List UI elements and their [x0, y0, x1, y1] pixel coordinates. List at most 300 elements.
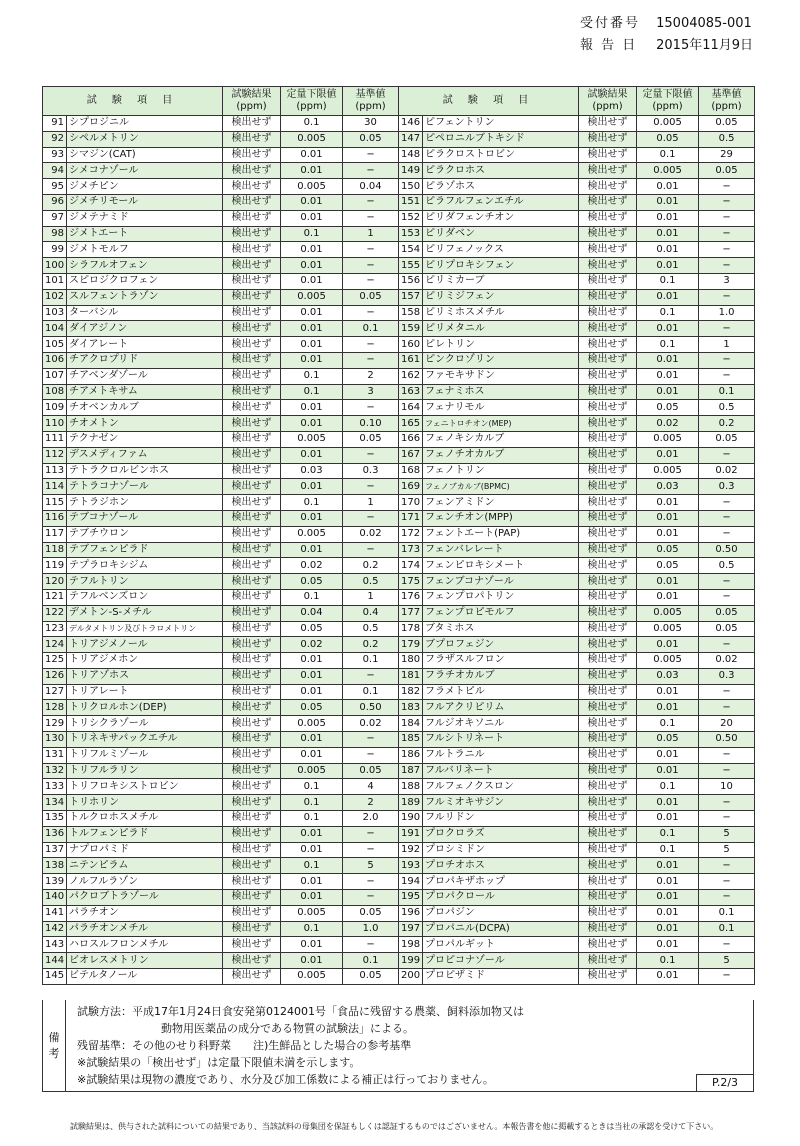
cell-left-std: −	[343, 826, 399, 842]
cell-right-std: 0.3	[699, 479, 755, 495]
cell-right-std: 5	[699, 842, 755, 858]
cell-left-std: −	[343, 258, 399, 274]
cell-left-num: 129	[43, 716, 67, 732]
table-row	[43, 605, 755, 621]
cell-left-std: 2	[343, 368, 399, 384]
cell-left-num: 119	[43, 558, 67, 574]
cell-right-std: 0.02	[699, 653, 755, 669]
table-row	[43, 826, 755, 842]
receipt-number-value: 15004085-001	[656, 16, 752, 31]
cell-right-loq: 0.01	[637, 969, 699, 985]
cell-left-std: 0.04	[343, 179, 399, 195]
cell-left-std: −	[343, 668, 399, 684]
cell-left-loq: 0.005	[281, 969, 343, 985]
cell-left-result: 検出せず	[223, 273, 281, 289]
cell-left-std: 0.5	[343, 621, 399, 637]
cell-left-num: 122	[43, 605, 67, 621]
cell-right-num: 173	[399, 542, 423, 558]
table-row	[43, 937, 755, 953]
cell-right-std: −	[699, 495, 755, 511]
cell-right-name: フェンバレレート	[423, 542, 579, 558]
cell-right-result: 検出せず	[579, 289, 637, 305]
cell-right-name: フルジオキソニル	[423, 716, 579, 732]
cell-right-std: −	[699, 574, 755, 590]
cell-left-num: 100	[43, 258, 67, 274]
table-row	[43, 400, 755, 416]
cell-left-result: 検出せず	[223, 747, 281, 763]
cell-left-result: 検出せず	[223, 953, 281, 969]
cell-right-std: 0.1	[699, 384, 755, 400]
cell-left-name: スピロジクロフェン	[67, 273, 223, 289]
table-row	[43, 890, 755, 906]
cell-right-name: フルバリネート	[423, 763, 579, 779]
cell-left-loq: 0.01	[281, 890, 343, 906]
cell-left-num: 111	[43, 431, 67, 447]
cell-right-result: 検出せず	[579, 321, 637, 337]
cell-right-loq: 0.01	[637, 495, 699, 511]
cell-right-result: 検出せず	[579, 668, 637, 684]
table-row	[43, 684, 755, 700]
cell-left-loq: 0.01	[281, 874, 343, 890]
cell-left-loq: 0.01	[281, 510, 343, 526]
cell-left-result: 検出せず	[223, 874, 281, 890]
cell-right-loq: 0.01	[637, 700, 699, 716]
cell-right-result: 検出せず	[579, 574, 637, 590]
cell-right-name: フェンチオン(MPP)	[423, 510, 579, 526]
cell-left-name: シラフルオフェン	[67, 258, 223, 274]
cell-left-name: デメトン-S-メチル	[67, 605, 223, 621]
cell-left-num: 99	[43, 242, 67, 258]
cell-left-num: 120	[43, 574, 67, 590]
cell-left-num: 137	[43, 842, 67, 858]
cell-right-loq: 0.01	[637, 574, 699, 590]
cell-right-name: プロチオホス	[423, 858, 579, 874]
cell-left-loq: 0.01	[281, 732, 343, 748]
cell-left-std: 0.05	[343, 431, 399, 447]
cell-right-loq: 0.01	[637, 526, 699, 542]
cell-right-std: −	[699, 937, 755, 953]
cell-right-num: 198	[399, 937, 423, 953]
cell-right-name: フェナミホス	[423, 384, 579, 400]
table-row	[43, 874, 755, 890]
cell-left-name: デルタメトリン及びトラロメトリン	[67, 621, 223, 637]
cell-right-num: 156	[399, 273, 423, 289]
cell-right-result: 検出せず	[579, 653, 637, 669]
cell-left-name: スルフェントラゾン	[67, 289, 223, 305]
cell-left-loq: 0.01	[281, 416, 343, 432]
cell-right-result: 検出せず	[579, 811, 637, 827]
cell-right-name: ピラクロホス	[423, 163, 579, 179]
cell-left-result: 検出せず	[223, 763, 281, 779]
cell-left-loq: 0.05	[281, 700, 343, 716]
cell-right-num: 191	[399, 826, 423, 842]
cell-right-num: 151	[399, 194, 423, 210]
cell-right-std: −	[699, 858, 755, 874]
cell-right-std: 0.05	[699, 431, 755, 447]
cell-right-name: ピリミホスメチル	[423, 305, 579, 321]
cell-left-std: 0.05	[343, 131, 399, 147]
cell-left-num: 126	[43, 668, 67, 684]
cell-right-name: プロピザミド	[423, 969, 579, 985]
cell-right-result: 検出せず	[579, 431, 637, 447]
cell-right-result: 検出せず	[579, 826, 637, 842]
cell-right-num: 187	[399, 763, 423, 779]
cell-left-result: 検出せず	[223, 321, 281, 337]
table-row	[43, 953, 755, 969]
cell-left-name: テプラロキシジム	[67, 558, 223, 574]
cell-left-num: 143	[43, 937, 67, 953]
cell-right-num: 150	[399, 179, 423, 195]
cell-right-num: 153	[399, 226, 423, 242]
cell-right-loq: 0.1	[637, 716, 699, 732]
cell-left-name: テトラジホン	[67, 495, 223, 511]
cell-left-result: 検出せず	[223, 605, 281, 621]
table-row	[43, 416, 755, 432]
cell-left-std: −	[343, 732, 399, 748]
cell-right-std: 0.5	[699, 558, 755, 574]
cell-left-name: ノルフルラゾン	[67, 874, 223, 890]
remarks-body	[77, 1003, 747, 1088]
cell-right-result: 検出せず	[579, 605, 637, 621]
cell-right-std: −	[699, 763, 755, 779]
cell-left-name: トリクロルホン(DEP)	[67, 700, 223, 716]
cell-right-std: 0.05	[699, 605, 755, 621]
cell-right-loq: 0.01	[637, 589, 699, 605]
cell-left-num: 135	[43, 811, 67, 827]
cell-right-result: 検出せず	[579, 352, 637, 368]
cell-left-std: 4	[343, 779, 399, 795]
cell-right-name: フラメトピル	[423, 684, 579, 700]
cell-right-num: 186	[399, 747, 423, 763]
header-loq: 定量下限値 (ppm)	[281, 87, 343, 116]
cell-right-result: 検出せず	[579, 558, 637, 574]
cell-right-num: 146	[399, 116, 423, 132]
cell-right-result: 検出せず	[579, 273, 637, 289]
cell-right-num: 189	[399, 795, 423, 811]
cell-right-loq: 0.01	[637, 763, 699, 779]
cell-left-std: 0.2	[343, 558, 399, 574]
cell-left-std: 2	[343, 795, 399, 811]
cell-left-loq: 0.01	[281, 147, 343, 163]
cell-left-std: −	[343, 400, 399, 416]
cell-left-result: 検出せず	[223, 921, 281, 937]
cell-left-num: 144	[43, 953, 67, 969]
cell-left-num: 136	[43, 826, 67, 842]
cell-left-std: 0.4	[343, 605, 399, 621]
cell-right-result: 検出せず	[579, 179, 637, 195]
cell-left-name: トルフェンピラド	[67, 826, 223, 842]
cell-left-name: チアメトキサム	[67, 384, 223, 400]
cell-left-std: −	[343, 163, 399, 179]
cell-right-std: −	[699, 747, 755, 763]
cell-right-name: フェナリモル	[423, 400, 579, 416]
cell-right-std: −	[699, 700, 755, 716]
cell-right-num: 184	[399, 716, 423, 732]
cell-right-loq: 0.03	[637, 668, 699, 684]
cell-left-result: 検出せず	[223, 558, 281, 574]
cell-right-result: 検出せず	[579, 921, 637, 937]
cell-left-name: ジメテナミド	[67, 210, 223, 226]
cell-left-loq: 0.04	[281, 605, 343, 621]
cell-left-loq: 0.1	[281, 811, 343, 827]
cell-right-result: 検出せず	[579, 416, 637, 432]
cell-left-loq: 0.01	[281, 542, 343, 558]
table-row	[43, 732, 755, 748]
cell-right-loq: 0.1	[637, 779, 699, 795]
report-date	[580, 34, 753, 53]
cell-right-loq: 0.1	[637, 337, 699, 353]
cell-left-result: 検出せず	[223, 463, 281, 479]
table-row	[43, 700, 755, 716]
cell-right-result: 検出せず	[579, 842, 637, 858]
cell-right-result: 検出せず	[579, 495, 637, 511]
header-std: 基準値 (ppm)	[343, 87, 399, 116]
cell-right-std: 0.50	[699, 542, 755, 558]
cell-left-name: テクナゼン	[67, 431, 223, 447]
cell-left-name: ジメチリモール	[67, 194, 223, 210]
cell-left-result: 検出せず	[223, 179, 281, 195]
cell-right-loq: 0.01	[637, 811, 699, 827]
table-row	[43, 526, 755, 542]
cell-right-std: −	[699, 258, 755, 274]
cell-right-num: 197	[399, 921, 423, 937]
cell-left-name: テフルトリン	[67, 574, 223, 590]
receipt-number-label: 受付番号	[580, 16, 641, 31]
cell-right-result: 検出せず	[579, 447, 637, 463]
cell-left-result: 検出せず	[223, 779, 281, 795]
remarks-box	[42, 1000, 754, 1092]
cell-right-std: −	[699, 289, 755, 305]
cell-left-result: 検出せず	[223, 526, 281, 542]
cell-right-loq: 0.01	[637, 447, 699, 463]
cell-right-loq: 0.1	[637, 305, 699, 321]
cell-left-num: 94	[43, 163, 67, 179]
cell-left-name: ビオレスメトリン	[67, 953, 223, 969]
header-item: 試 験 項 目	[43, 87, 223, 116]
cell-left-loq: 0.1	[281, 495, 343, 511]
cell-right-loq: 0.05	[637, 400, 699, 416]
cell-left-num: 132	[43, 763, 67, 779]
cell-right-name: プロパクロール	[423, 890, 579, 906]
table-row	[43, 447, 755, 463]
table-row	[43, 210, 755, 226]
table-row	[43, 621, 755, 637]
cell-right-loq: 0.01	[637, 510, 699, 526]
cell-left-result: 検出せず	[223, 637, 281, 653]
cell-left-loq: 0.01	[281, 194, 343, 210]
cell-right-result: 検出せず	[579, 684, 637, 700]
cell-left-name: テブフェンピラド	[67, 542, 223, 558]
cell-right-num: 174	[399, 558, 423, 574]
test-results-table	[42, 86, 755, 985]
cell-left-std: 0.1	[343, 653, 399, 669]
cell-right-num: 161	[399, 352, 423, 368]
cell-right-name: ピラフルフェンエチル	[423, 194, 579, 210]
cell-left-loq: 0.01	[281, 163, 343, 179]
cell-right-loq: 0.01	[637, 258, 699, 274]
cell-right-result: 検出せず	[579, 163, 637, 179]
cell-left-result: 検出せず	[223, 416, 281, 432]
cell-left-loq: 0.01	[281, 953, 343, 969]
cell-left-loq: 0.1	[281, 779, 343, 795]
cell-left-num: 138	[43, 858, 67, 874]
cell-right-loq: 0.005	[637, 431, 699, 447]
cell-left-result: 検出せず	[223, 352, 281, 368]
cell-right-std: 0.05	[699, 116, 755, 132]
cell-left-std: −	[343, 510, 399, 526]
cell-right-std: 3	[699, 273, 755, 289]
cell-right-loq: 0.02	[637, 416, 699, 432]
cell-left-result: 検出せず	[223, 653, 281, 669]
cell-right-num: 166	[399, 431, 423, 447]
table-row	[43, 131, 755, 147]
cell-left-num: 127	[43, 684, 67, 700]
cell-right-name: フェノキシカルブ	[423, 431, 579, 447]
cell-right-name: プロパキザホップ	[423, 874, 579, 890]
cell-left-result: 検出せず	[223, 479, 281, 495]
table-row	[43, 574, 755, 590]
cell-left-result: 検出せず	[223, 905, 281, 921]
cell-left-name: ジメトエート	[67, 226, 223, 242]
cell-right-num: 169	[399, 479, 423, 495]
cell-left-result: 検出せず	[223, 842, 281, 858]
cell-right-num: 196	[399, 905, 423, 921]
cell-left-num: 108	[43, 384, 67, 400]
cell-right-num: 164	[399, 400, 423, 416]
cell-right-result: 検出せず	[579, 463, 637, 479]
table-row	[43, 384, 755, 400]
cell-right-result: 検出せず	[579, 795, 637, 811]
cell-left-name: トリアゾホス	[67, 668, 223, 684]
cell-left-loq: 0.01	[281, 305, 343, 321]
cell-left-result: 検出せず	[223, 826, 281, 842]
cell-right-name: プロパルギット	[423, 937, 579, 953]
cell-right-result: 検出せず	[579, 258, 637, 274]
cell-right-result: 検出せず	[579, 637, 637, 653]
cell-left-std: −	[343, 447, 399, 463]
table-row	[43, 795, 755, 811]
cell-right-num: 200	[399, 969, 423, 985]
cell-left-name: テブチウロン	[67, 526, 223, 542]
cell-right-loq: 0.01	[637, 384, 699, 400]
cell-right-std: −	[699, 179, 755, 195]
cell-left-name: トリアレート	[67, 684, 223, 700]
cell-right-name: ピリフェノックス	[423, 242, 579, 258]
table-row	[43, 479, 755, 495]
cell-right-name: ブタミホス	[423, 621, 579, 637]
cell-right-num: 175	[399, 574, 423, 590]
cell-left-num: 117	[43, 526, 67, 542]
cell-right-loq: 0.01	[637, 858, 699, 874]
table-row	[43, 368, 755, 384]
cell-right-num: 167	[399, 447, 423, 463]
cell-right-name: フェンプロピモルフ	[423, 605, 579, 621]
cell-left-loq: 0.01	[281, 258, 343, 274]
cell-right-num: 163	[399, 384, 423, 400]
cell-left-num: 93	[43, 147, 67, 163]
cell-right-result: 検出せず	[579, 400, 637, 416]
table-row	[43, 321, 755, 337]
cell-right-num: 177	[399, 605, 423, 621]
cell-left-name: トリネキサパックエチル	[67, 732, 223, 748]
cell-left-result: 検出せず	[223, 937, 281, 953]
cell-left-result: 検出せず	[223, 147, 281, 163]
cell-left-std: 3	[343, 384, 399, 400]
cell-right-name: フェノトリン	[423, 463, 579, 479]
cell-right-name: ピフェントリン	[423, 116, 579, 132]
cell-left-name: ターバシル	[67, 305, 223, 321]
cell-right-std: 0.1	[699, 905, 755, 921]
cell-left-num: 116	[43, 510, 67, 526]
cell-left-std: −	[343, 937, 399, 953]
cell-right-std: 1.0	[699, 305, 755, 321]
cell-left-result: 検出せず	[223, 242, 281, 258]
cell-left-std: 0.1	[343, 684, 399, 700]
cell-right-result: 検出せず	[579, 969, 637, 985]
cell-right-name: フルシトリネート	[423, 732, 579, 748]
cell-left-loq: 0.005	[281, 431, 343, 447]
remarks-side-label	[43, 1000, 66, 1091]
cell-right-std: −	[699, 874, 755, 890]
cell-left-result: 検出せず	[223, 668, 281, 684]
cell-left-num: 139	[43, 874, 67, 890]
cell-right-loq: 0.005	[637, 116, 699, 132]
cell-right-std: 1	[699, 337, 755, 353]
table-header-row	[43, 87, 755, 116]
cell-left-name: チアクロプリド	[67, 352, 223, 368]
cell-right-std: 0.05	[699, 621, 755, 637]
cell-left-name: チアベンダゾール	[67, 368, 223, 384]
cell-left-std: 0.05	[343, 969, 399, 985]
cell-right-loq: 0.01	[637, 921, 699, 937]
cell-right-num: 192	[399, 842, 423, 858]
cell-left-name: テブコナゾール	[67, 510, 223, 526]
table-row	[43, 969, 755, 985]
table-row	[43, 273, 755, 289]
cell-left-loq: 0.1	[281, 116, 343, 132]
cell-right-loq: 0.05	[637, 732, 699, 748]
cell-left-name: ダイアジノン	[67, 321, 223, 337]
cell-right-result: 検出せず	[579, 242, 637, 258]
cell-right-std: 5	[699, 953, 755, 969]
cell-right-num: 190	[399, 811, 423, 827]
cell-left-name: テフルベンズロン	[67, 589, 223, 605]
cell-right-name: ブプロフェジン	[423, 637, 579, 653]
cell-left-result: 検出せず	[223, 116, 281, 132]
cell-left-std: 0.05	[343, 289, 399, 305]
cell-right-name: プロピコナゾール	[423, 953, 579, 969]
table-row	[43, 637, 755, 653]
cell-right-std: −	[699, 795, 755, 811]
cell-left-num: 104	[43, 321, 67, 337]
cell-left-name: テトラコナゾール	[67, 479, 223, 495]
cell-right-result: 検出せず	[579, 953, 637, 969]
cell-right-loq: 0.005	[637, 463, 699, 479]
cell-right-std: −	[699, 368, 755, 384]
cell-left-loq: 0.1	[281, 368, 343, 384]
cell-right-std: −	[699, 210, 755, 226]
cell-left-loq: 0.02	[281, 637, 343, 653]
cell-right-loq: 0.01	[637, 210, 699, 226]
cell-right-num: 152	[399, 210, 423, 226]
cell-right-loq: 0.01	[637, 321, 699, 337]
cell-right-num: 149	[399, 163, 423, 179]
cell-right-std: 0.1	[699, 921, 755, 937]
cell-left-name: ジメトモルフ	[67, 242, 223, 258]
cell-left-std: −	[343, 210, 399, 226]
cell-right-loq: 0.01	[637, 747, 699, 763]
cell-right-num: 147	[399, 131, 423, 147]
